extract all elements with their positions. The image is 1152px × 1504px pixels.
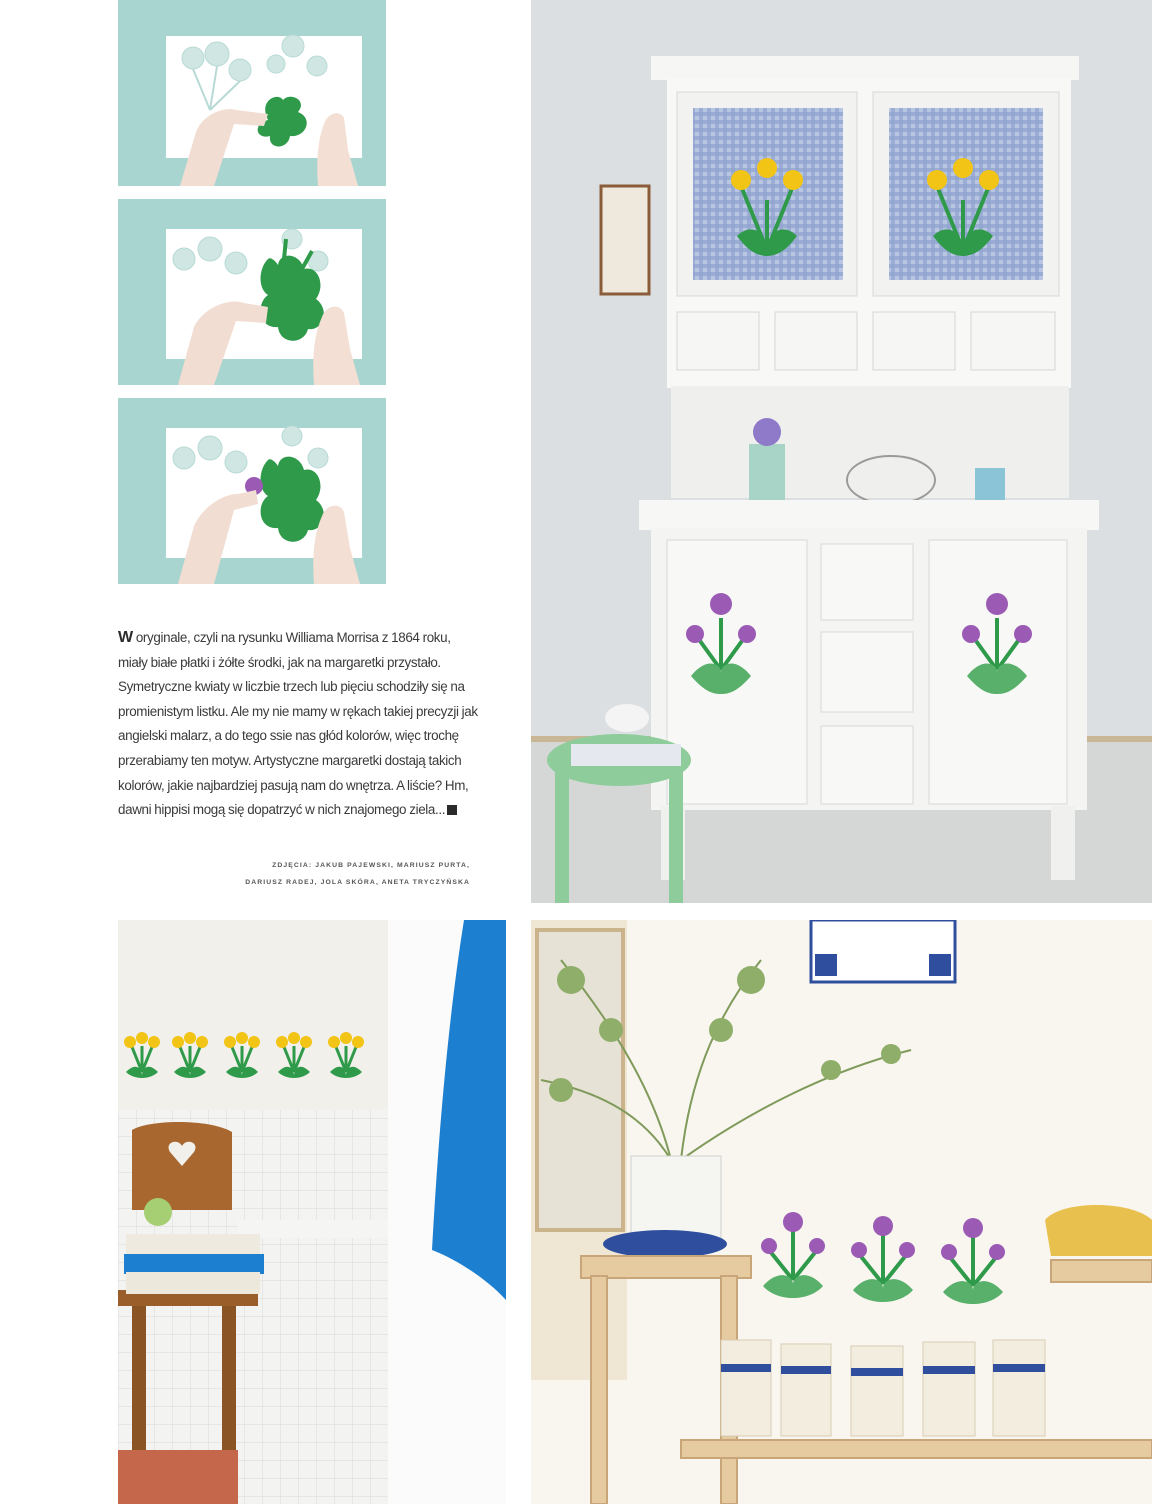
stencil-step-3-photo xyxy=(118,398,386,584)
article-text: oryginale, czyli na rysunku Williama Morrisa z 1864 roku, miały białe płatki i żółte środki, jak na margaretki przystało. Symetryczne kwiaty w liczbie trzech lub pięciu schodziły się na promienistym listku. Ale my nie mamy w rękach takiej precyzji jak angielski malarz, a do tego ssie nas głód kolorów, więc trochę przerabiamy ten motyw. Artystyczne margaretki dostają takich kolorów, jakie najbardziej pasują nam do wnętrza. A liście? Hm, dawni hippisi mogą się dopatrzyć w nich znajomego ziela... xyxy=(118,630,478,818)
dresser-photo xyxy=(531,0,1152,903)
stencil-step-1-photo xyxy=(118,0,386,186)
drop-cap: W xyxy=(118,629,133,646)
photo-credits xyxy=(118,857,470,891)
stencil-step-2-photo xyxy=(118,199,386,385)
bathroom-photo xyxy=(118,920,506,1504)
article-body xyxy=(118,626,478,823)
credits-line-2: DARIUSZ RADEJ, JOLA SKÓRA, ANETA TRYCZYŃSKA xyxy=(245,879,470,886)
end-mark xyxy=(447,805,457,815)
kitchen-photo xyxy=(531,920,1152,1504)
credits-line-1: ZDJĘCIA: JAKUB PAJEWSKI, MARIUSZ PURTA, xyxy=(272,862,470,869)
